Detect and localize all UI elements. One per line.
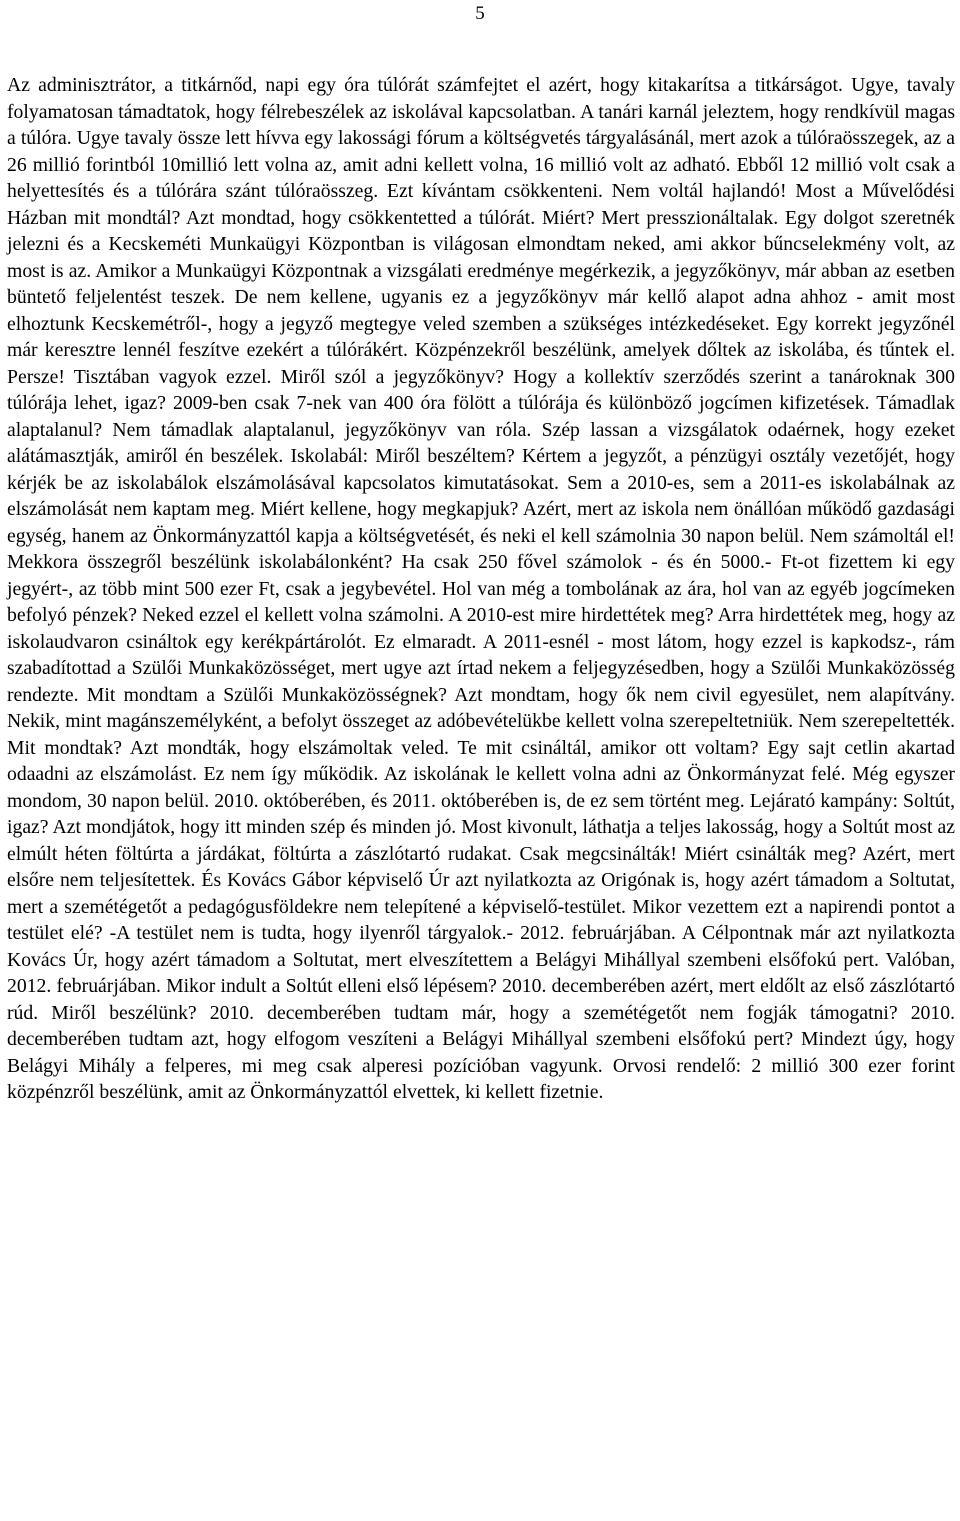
body-paragraph: Az adminisztrátor, a titkárnőd, napi egy óra túlórát számfejtet el azért, hogy kitakarítsa a titkárságot. Ugye, tavaly folyamatosan támadtatok, hogy félrebeszélek az iskolával kapcsolatban. A tanári karnál jeleztem, hogy rendkívül magas a túlóra. Ugye tavaly össze lett hívva egy lakossági fórum a költségvetés tárgyalásánál, mert azok a túlóraösszegek, az a 26 millió forintból 10millió lett volna az, amit adni kellett volna, 16 millió volt az adható. Ebből 12 millió volt csak a helyettesítés és a túlórára szánt túlóraösszeg. Ezt kívántam csökkenteni. Nem voltál hajlandó! Most a Művelődési Házban mit mondtál? Azt mondtad, hogy csökkentetted a túlórát. Miért? Mert presszionáltalak. Egy dolgot szeretnék jelezni és a Kecskeméti Munkaügyi Központban is világosan elmondtam neked, ami akkor bűncselekmény volt, az most is az. Amikor a Munkaügyi Központnak a vizsgálati eredménye megérkezik, a jegyzőkönyv, már abban az esetben büntető feljelentést teszek. De nem kellene, ugyanis ez a jegyzőkönyv már kellő alapot adna ahhoz - amit most elhoztunk Kecskemétről-, hogy a jegyző megtegye veled szemben a szükséges intézkedéseket. Egy korrekt jegyzőnél már keresztre lennél feszítve ezekért a túlórákért. Közpénzekről beszélünk, amelyek dőltek az iskolába, és tűntek el. Persze! Tisztában vagyok ezzel. Miről szól a jegyzőkönyv? Hogy a kollektív szerződés szerint a tanároknak 300 túlórája lehet, igaz? 2009-ben csak 7-nek van 400 óra fölött a túlórája és különböző jogcímen kifizetések. Támadlak alaptalanul? Nem támadlak alaptalanul, jegyzőkönyv van róla. Szép lassan a vizsgálatok odaérnek, hogy ezeket alátámasztják, amiről én beszélek. Iskolabál: Miről beszéltem? Kértem a jegyzőt, a pénzügyi osztály vezetőjét, hogy kérjék be az iskolabálok elszámolásával kapcsolatos kimutatásokat. Sem a 2010-es, sem a 2011-es iskolabálnak az elszámolását nem kaptam meg. Miért kellene, hogy megkapjuk? Azért, mert az iskola nem önállóan működő gazdasági egység, hanem az Önkormányzattól kapja a költségvetését, és neki el kell számolnia 30 napon belül. Nem számoltál el! Mekkora összegről beszélünk iskolabálonként? Ha csak 250 fővel számolok - és én 5000.- Ft-ot fizettem ki egy jegyért-, az több mint 500 ezer Ft, csak a jegybevétel. Hol van még a tombolának az ára, hol van az egyéb jogcímeken befolyó pénzek? Neked ezzel el kellett volna számolni. A 2010-est mire hirdettétek meg? Arra hirdettétek meg, hogy az iskolaudvaron csináltok egy kerékpártárolót. Ez elmaradt. A 2011-esnél - most látom, hogy ezzel is kapkodsz-, rám szabadítottad a Szülői Munkaközösséget, mert ugye azt írtad nekem a feljegyzésedben, hogy a Szülői Munkaközösség rendezte. Mit mondtam a Szülői Munkaközösségnek? Azt mondtam, hogy ők nem civil egyesület, nem alapítvány. Nekik, mint magánszemélyként, a befolyt összeget az adóbevételükbe kellett volna szerepeltetniük. Nem szerepeltették. Mit mondtak? Azt mondták, hogy elszámoltak veled. Te mit csináltál, amikor ott voltam? Egy sajt cetlin akartad odaadni az elszámolást. Ez nem így működik. Az iskolának le kellett volna adni az Önkormányzat felé. Még egyszer mondom, 30 napon belül. 2010. októberében, és 2011. októberében is, de ez sem történt meg. Lejárató kampány: Soltút, igaz? Azt mondjátok, hogy itt minden szép és minden jó. Most kivonult, láthatja a teljes lakosság, hogy a Soltút most az elmúlt héten föltúrta a járdákat, föltúrta a zászlótartó rudakat. Csak megcsinálták! Miért csinálták meg? Azért, mert elsőre nem teljesítettek. És Kovács Gábor képviselő Úr azt nyilatkozta az Origónak is, hogy azért támadom a Soltutat, mert a szemétégetőt a pedagógusföldekre nem telepítené a képviselő-testület. Mikor vezettem ezt a napirendi pontot a testület elé? -A testület nem is tudta, hogy ilyenről tárgyalok.- 2012. februárjában. A Célpontnak már azt nyilatkozta Kovács Úr, hogy azért támadom a Soltutat, mert elveszítettem a Belágyi Mihállyal szembeni elsőfokú pert. Valóban, 2012. februárjában. Mikor indult a Soltút elleni első lépésem? 2010. decemberében azért, mert eldőlt az első zászlótartó rúd. Miről beszélünk? 2010. decemberében tudtam már, hogy a szemétégetőt nem fogják támogatni? 2010. decemberében tudtam azt, hogy elfogom veszíteni a Belágyi Mihállyal szembeni elsőfokú pert? Mindezt úgy, hogy Belágyi Mihály a felperes, mi meg csak alperesi pozícióban vagyunk. Orvosi rendelő: 2 millió 300 ezer forint közpénzről beszélünk, amit az Önkormányzattól elvettek, ki kellett fizetnie. (7, 74, 955, 1103)
page-number: 5 (475, 3, 485, 24)
